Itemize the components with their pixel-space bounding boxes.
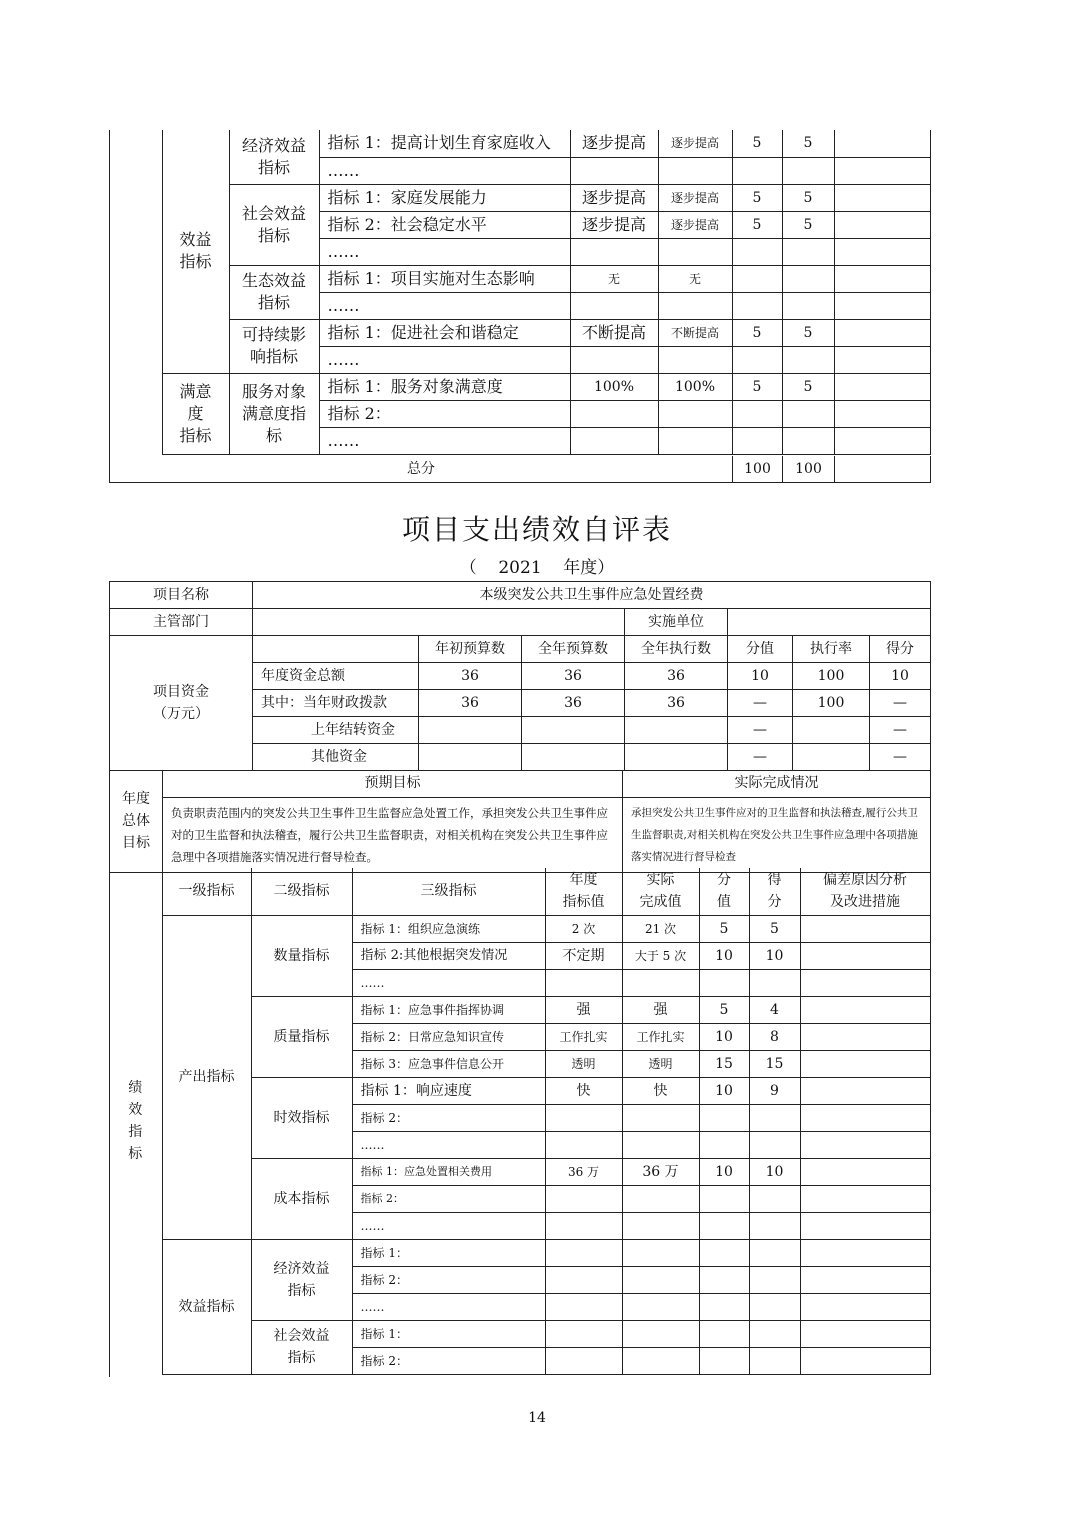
score-value: [782, 265, 834, 292]
score-value: [782, 292, 834, 319]
expected-goal-text: 负责职责范围内的突发公共卫生事件卫生监督应急处置工作，承担突发公共卫生事件应对的卫生监督和执法稽查，履行公共卫生监督职责，对相关机构在突发公共卫生事件应急理中各项措施落实情况进行督导检查。: [163, 797, 623, 872]
funds-cell: 100: [793, 690, 870, 717]
score-value: [749, 1104, 800, 1131]
indicator-name: 指标 2：: [352, 1185, 545, 1212]
ecological-row-1: [109, 265, 930, 292]
score-value: 8: [749, 1023, 800, 1050]
remark: [834, 319, 930, 346]
weight-value: 5: [732, 184, 782, 211]
weight-value: 10: [699, 942, 749, 969]
indicator-name: 指标 1：应急事件指挥协调: [352, 996, 545, 1023]
funds-cell: 36: [419, 663, 522, 690]
remark: [800, 1239, 930, 1266]
service-label: 服务对象 满意度指 标: [229, 373, 319, 454]
score-value: [749, 1239, 800, 1266]
actual-value: 逐步提高: [658, 130, 732, 157]
score-value: 5: [782, 373, 834, 400]
funds-cell: —: [728, 744, 793, 771]
page-number: 14: [528, 1410, 546, 1426]
dept-row: [110, 609, 931, 636]
actual-value: [658, 346, 732, 373]
funds-header: 分值: [728, 636, 793, 663]
score-value: 10: [749, 1158, 800, 1185]
funds-cell: 36: [625, 663, 728, 690]
funds-cell: 36: [419, 690, 522, 717]
perf-table: [109, 868, 931, 1375]
target-value: [545, 1212, 622, 1239]
remark: [800, 915, 930, 942]
perf-header: 二级指标: [251, 868, 352, 915]
target-value: 强: [545, 996, 622, 1023]
satisfaction-category: 满意 度 指标: [162, 373, 229, 454]
project-name-label: 项目名称: [110, 582, 253, 609]
quantity-row-1: [109, 915, 930, 942]
weight-value: 15: [699, 1050, 749, 1077]
remark: [834, 211, 930, 238]
table1-spacer: [109, 130, 162, 454]
weight-value: [699, 1347, 749, 1374]
actual-value: [622, 1239, 699, 1266]
funds-header: 全年执行数: [625, 636, 728, 663]
weight-value: 10: [699, 1077, 749, 1104]
indicator-name: 指标 2：日常应急知识宣传: [352, 1023, 545, 1050]
remark: [800, 1104, 930, 1131]
timeliness-label: 时效指标: [251, 1077, 352, 1158]
funds-cell: —: [870, 717, 931, 744]
remark: [834, 427, 930, 454]
target-value: [545, 1239, 622, 1266]
project-name-row: [110, 582, 931, 609]
goals-label: 年度 总体 目标: [110, 770, 163, 872]
form-title: 项目支出绩效自评表: [401, 513, 672, 546]
remark: [834, 184, 930, 211]
actual-value: [658, 292, 732, 319]
score-value: 5: [782, 184, 834, 211]
remark: [800, 969, 930, 996]
indicator-name: 指标 2：: [319, 400, 570, 427]
score-value: 5: [749, 915, 800, 942]
quality-label: 质量指标: [251, 996, 352, 1077]
remark: [834, 238, 930, 265]
weight-value: [732, 157, 782, 184]
actual-value: 21 次: [622, 915, 699, 942]
funds-header: 执行率: [793, 636, 870, 663]
weight-value: [732, 346, 782, 373]
economic-row-1: [109, 130, 930, 157]
actual-value: [622, 1104, 699, 1131]
perf-header: 分 值: [699, 868, 749, 915]
remark: [834, 346, 930, 373]
score-value: [782, 427, 834, 454]
funds-cell: —: [728, 717, 793, 744]
funds-cell: [522, 717, 625, 744]
score-value: [782, 400, 834, 427]
actual-value: 100%: [658, 373, 732, 400]
remark: [800, 1293, 930, 1320]
cost-label: 成本指标: [251, 1158, 352, 1239]
perf-header: 偏差原因分析 及改进措施: [800, 868, 930, 915]
funds-cell: [522, 744, 625, 771]
actual-value: 透明: [622, 1050, 699, 1077]
actual-goal-header: 实际完成情况: [623, 770, 931, 797]
funds-header: 得分: [870, 636, 931, 663]
remark: [800, 1077, 930, 1104]
indicator-name: 指标 1：项目实施对生态影响: [319, 265, 570, 292]
weight-value: [699, 1320, 749, 1347]
perf-header: 年度 指标值: [545, 868, 622, 915]
target-value: 100%: [570, 373, 658, 400]
score-value: 5: [782, 130, 834, 157]
actual-value: [622, 969, 699, 996]
actual-value: [622, 1293, 699, 1320]
indicator-name: 指标 1：响应速度: [352, 1077, 545, 1104]
score-value: 15: [749, 1050, 800, 1077]
target-value: 逐步提高: [570, 184, 658, 211]
target-value: [570, 400, 658, 427]
remark: [834, 373, 930, 400]
project-name-value: 本级突发公共卫生事件应急处置经费: [253, 582, 931, 609]
weight-value: [699, 1131, 749, 1158]
remark: [800, 1050, 930, 1077]
score-value: 10: [749, 942, 800, 969]
funds-header-row: [110, 636, 931, 663]
funds-label: 项目资金 （万元）: [110, 636, 253, 771]
social-label: 社会效益 指标: [229, 184, 319, 265]
perf-header: 得 分: [749, 868, 800, 915]
social-row-1: [109, 184, 930, 211]
remark: [800, 1185, 930, 1212]
sustainable-row-1: [109, 319, 930, 346]
target-value: [545, 1266, 622, 1293]
funds-cell: 36: [522, 663, 625, 690]
actual-value: [658, 157, 732, 184]
total-weight: 100: [733, 456, 783, 482]
actual-value: 无: [658, 265, 732, 292]
total-label: 总分: [110, 456, 733, 482]
actual-value: 大于 5 次: [622, 942, 699, 969]
score-value: [782, 157, 834, 184]
target-value: [545, 1320, 622, 1347]
weight-value: [699, 1293, 749, 1320]
total-remark: [835, 456, 931, 482]
funds-cell: —: [728, 690, 793, 717]
target-value: 工作扎实: [545, 1023, 622, 1050]
benefit-category: 效益 指标: [162, 130, 229, 373]
remark: [834, 157, 930, 184]
target-value: [570, 427, 658, 454]
benefit-economic-row-1: [109, 1239, 930, 1266]
funds-row-label: 上年结转资金: [253, 717, 419, 744]
remark: [800, 1212, 930, 1239]
score-value: [782, 238, 834, 265]
funds-cell: 36: [625, 690, 728, 717]
goals-table: [109, 770, 931, 873]
target-value: [545, 1185, 622, 1212]
actual-value: [658, 427, 732, 454]
total-score: 100: [783, 456, 835, 482]
weight-value: 10: [699, 1158, 749, 1185]
funds-cell: [793, 717, 870, 744]
funds-header: 全年预算数: [522, 636, 625, 663]
funds-cell: [793, 744, 870, 771]
weight-value: [732, 400, 782, 427]
actual-value: 不断提高: [658, 319, 732, 346]
goals-text-row: [110, 797, 931, 872]
funds-cell: [625, 744, 728, 771]
weight-value: [732, 265, 782, 292]
target-value: 不定期: [545, 942, 622, 969]
indicator-name: 指标 1：组织应急演练: [352, 915, 545, 942]
weight-value: [699, 1212, 749, 1239]
service-row-1: [109, 373, 930, 400]
score-value: [749, 969, 800, 996]
funds-header: 年初预算数: [419, 636, 522, 663]
benefit-social-label: 社会效益 指标: [251, 1320, 352, 1374]
ecological-label: 生态效益 指标: [229, 265, 319, 319]
indicator-name: 指标 1：促进社会和谐稳定: [319, 319, 570, 346]
indicator-name: ……: [319, 292, 570, 319]
indicator-name: ……: [319, 238, 570, 265]
remark: [800, 1347, 930, 1374]
indicator-name: 指标 2:其他根据突发情况: [352, 942, 545, 969]
indicator-name: ……: [319, 346, 570, 373]
remark: [800, 1158, 930, 1185]
table1-total-row: [109, 456, 931, 483]
economic-label: 经济效益 指标: [229, 130, 319, 184]
table1: [109, 130, 931, 455]
score-value: 5: [782, 319, 834, 346]
target-value: 逐步提高: [570, 211, 658, 238]
remark: [834, 265, 930, 292]
funds-cell: [419, 717, 522, 744]
score-value: 5: [782, 211, 834, 238]
indicator-name: ……: [352, 1212, 545, 1239]
benefit-label: 效益指标: [162, 1239, 251, 1374]
target-value: [545, 1104, 622, 1131]
actual-value: 逐步提高: [658, 184, 732, 211]
weight-value: [732, 238, 782, 265]
remark: [800, 942, 930, 969]
score-value: [782, 346, 834, 373]
actual-value: [622, 1131, 699, 1158]
score-value: [749, 1320, 800, 1347]
score-value: [749, 1347, 800, 1374]
remark: [800, 1320, 930, 1347]
target-value: [570, 346, 658, 373]
weight-value: [699, 1185, 749, 1212]
output-label: 产出指标: [162, 915, 251, 1239]
actual-value: 逐步提高: [658, 211, 732, 238]
indicator-name: ……: [352, 1131, 545, 1158]
funds-row-label: 年度资金总额: [253, 663, 419, 690]
score-value: [749, 1293, 800, 1320]
actual-goal-text: 承担突发公共卫生事件应对的卫生监督和执法稽查,履行公共卫生监督职责,对相关机构在突发公共卫生事件应急理中各项措施落实情况进行督导检查: [623, 797, 931, 872]
indicator-name: 指标 1：应急处置相关费用: [352, 1158, 545, 1185]
score-value: 4: [749, 996, 800, 1023]
target-value: 透明: [545, 1050, 622, 1077]
target-value: 无: [570, 265, 658, 292]
remark: [800, 1131, 930, 1158]
weight-value: 10: [699, 1023, 749, 1050]
indicator-name: 指标 1：: [352, 1320, 545, 1347]
weight-value: [699, 1104, 749, 1131]
weight-value: 5: [732, 319, 782, 346]
funds-row-label: 其他资金: [253, 744, 419, 771]
remark: [800, 1023, 930, 1050]
indicator-name: ……: [319, 427, 570, 454]
score-value: [749, 1212, 800, 1239]
target-value: [570, 157, 658, 184]
weight-value: [699, 969, 749, 996]
perf-header: 一级指标: [162, 868, 251, 915]
indicator-name: 指标 2：: [352, 1347, 545, 1374]
funds-cell: 100: [793, 663, 870, 690]
score-value: [749, 1185, 800, 1212]
indicator-name: ……: [352, 1293, 545, 1320]
funds-cell: —: [870, 690, 931, 717]
actual-value: 强: [622, 996, 699, 1023]
target-value: [545, 1293, 622, 1320]
funds-header-empty: [253, 636, 419, 663]
indicator-name: ……: [319, 157, 570, 184]
actual-value: [622, 1266, 699, 1293]
perf-header: 实际 完成值: [622, 868, 699, 915]
target-value: 不断提高: [570, 319, 658, 346]
indicator-name: 指标 2：社会稳定水平: [319, 211, 570, 238]
perf-header: 三级指标: [352, 868, 545, 915]
sustainable-label: 可持续影 响指标: [229, 319, 319, 373]
weight-value: [699, 1266, 749, 1293]
actual-value: [622, 1347, 699, 1374]
indicator-name: ……: [352, 969, 545, 996]
weight-value: 5: [732, 211, 782, 238]
remark: [800, 996, 930, 1023]
remark: [834, 130, 930, 157]
indicator-name: 指标 1：提高计划生育家庭收入: [319, 130, 570, 157]
score-value: 9: [749, 1077, 800, 1104]
actual-value: [622, 1212, 699, 1239]
benefit-economic-label: 经济效益 指标: [251, 1239, 352, 1320]
target-value: [570, 292, 658, 319]
dept-value: [253, 609, 625, 636]
actual-value: 36 万: [622, 1158, 699, 1185]
weight-value: 5: [699, 915, 749, 942]
target-value: 快: [545, 1077, 622, 1104]
weight-value: 5: [732, 373, 782, 400]
funds-cell: —: [870, 744, 931, 771]
dept-label: 主管部门: [110, 609, 253, 636]
goals-header-row: [110, 770, 931, 797]
funds-cell: 36: [522, 690, 625, 717]
target-value: 36 万: [545, 1158, 622, 1185]
impl-unit-value: [728, 609, 931, 636]
funds-cell: 10: [728, 663, 793, 690]
actual-value: 工作扎实: [622, 1023, 699, 1050]
expected-goal-header: 预期目标: [163, 770, 623, 797]
funds-row-label: 其中：当年财政拨款: [253, 690, 419, 717]
target-value: [545, 1347, 622, 1374]
target-value: [545, 969, 622, 996]
quantity-label: 数量指标: [251, 915, 352, 996]
remark: [834, 292, 930, 319]
remark: [834, 400, 930, 427]
perf-label: 绩 效 指 标: [109, 868, 162, 1374]
actual-value: [658, 400, 732, 427]
target-value: [545, 1131, 622, 1158]
indicator-name: 指标 2：: [352, 1104, 545, 1131]
actual-value: [622, 1185, 699, 1212]
weight-value: [732, 427, 782, 454]
weight-value: 5: [732, 130, 782, 157]
indicator-name: 指标 2：: [352, 1266, 545, 1293]
funds-cell: [625, 717, 728, 744]
indicator-name: 指标 1：服务对象满意度: [319, 373, 570, 400]
weight-value: 5: [699, 996, 749, 1023]
target-value: 逐步提高: [570, 130, 658, 157]
form-year: （ 2021 年度）: [459, 558, 615, 578]
funds-cell: [419, 744, 522, 771]
actual-value: [658, 238, 732, 265]
score-value: [749, 1266, 800, 1293]
indicator-name: 指标 1：家庭发展能力: [319, 184, 570, 211]
form-header-table: [109, 581, 931, 771]
indicator-name: 指标 1：: [352, 1239, 545, 1266]
actual-value: 快: [622, 1077, 699, 1104]
perf-header-row: [109, 868, 930, 915]
weight-value: [732, 292, 782, 319]
funds-cell: 10: [870, 663, 931, 690]
remark: [800, 1266, 930, 1293]
actual-value: [622, 1320, 699, 1347]
indicator-name: 指标 3：应急事件信息公开: [352, 1050, 545, 1077]
target-value: 2 次: [545, 915, 622, 942]
impl-unit-label: 实施单位: [625, 609, 728, 636]
target-value: [570, 238, 658, 265]
score-value: [749, 1131, 800, 1158]
weight-value: [699, 1239, 749, 1266]
